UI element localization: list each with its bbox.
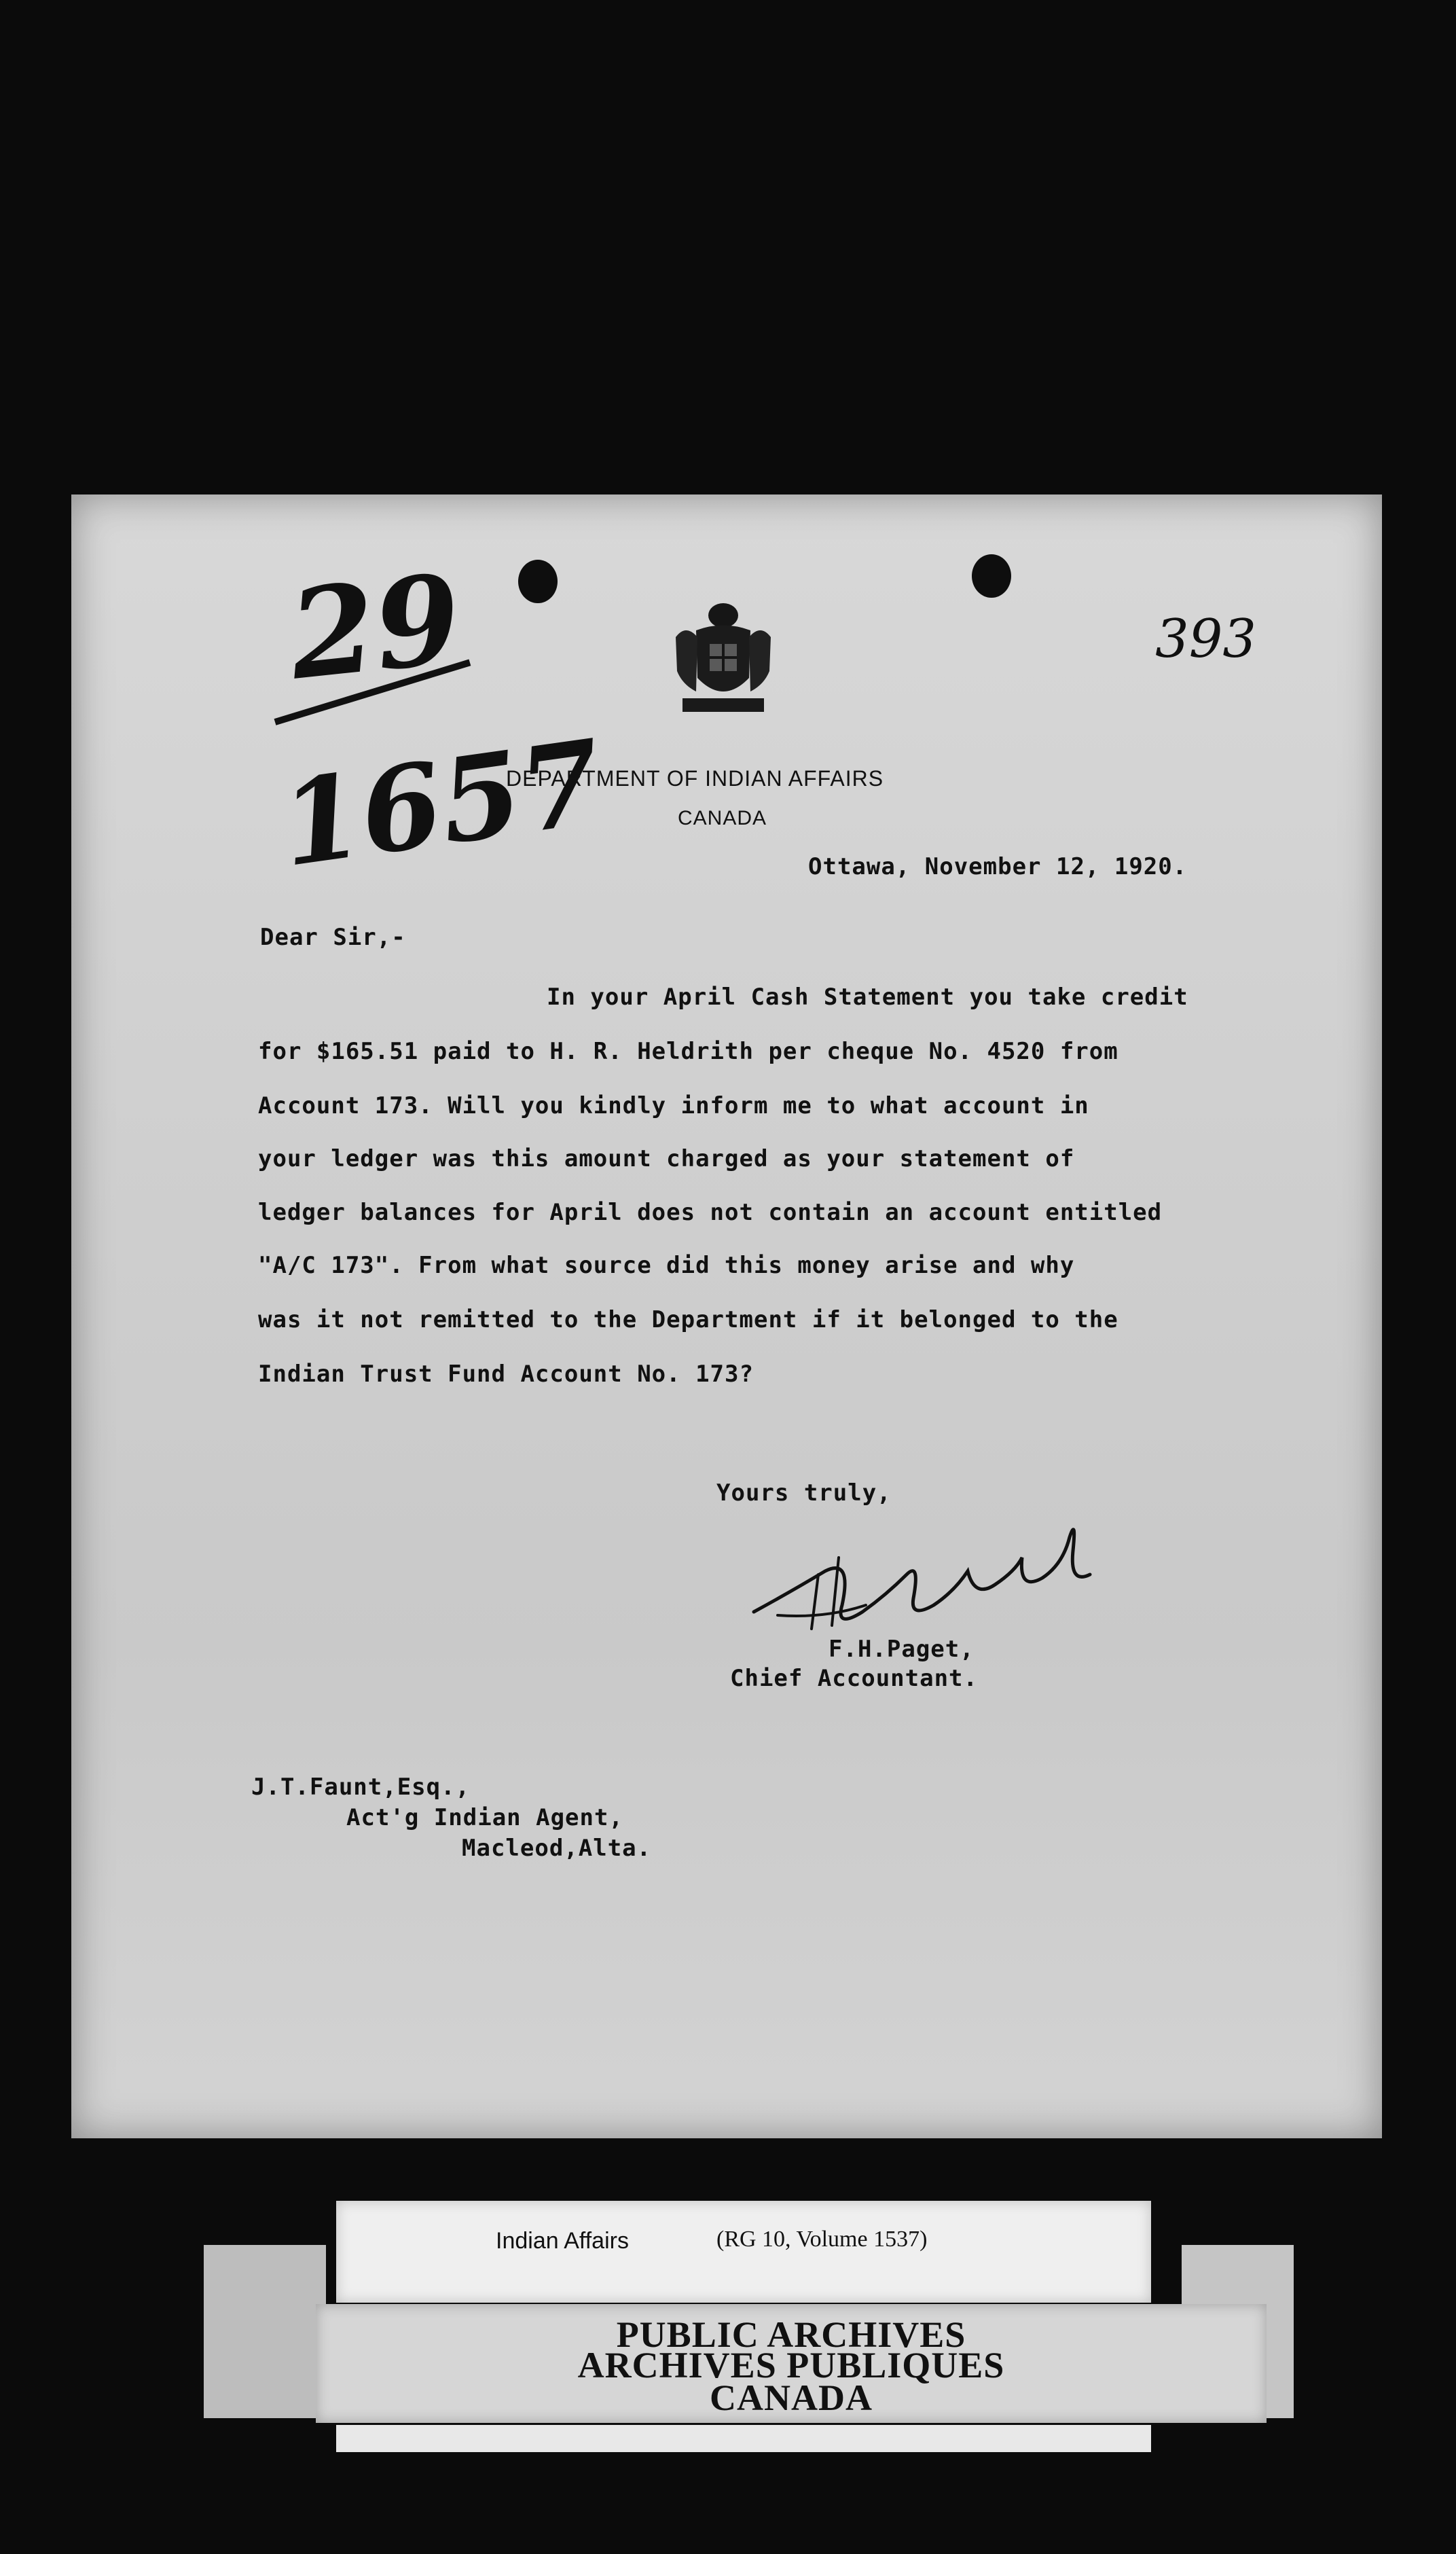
address-line: Macleod,Alta.: [462, 1835, 652, 1862]
archive-volume: (RG 10, Volume 1537): [716, 2227, 928, 2252]
country-heading: CANADA: [678, 807, 767, 829]
archive-stamp-line: CANADA: [710, 2377, 873, 2418]
address-line: Act'g Indian Agent,: [346, 1804, 623, 1831]
royal-coat-of-arms-icon: [669, 596, 778, 719]
archive-series: Indian Affairs: [496, 2228, 629, 2254]
handwritten-file-number-top: 29: [283, 547, 467, 708]
archive-stamp-line: ARCHIVES PUBLIQUES: [577, 2345, 1005, 2386]
body-line: your ledger was this amount charged as your statement of: [258, 1145, 1075, 1172]
handwritten-file-number-bottom: 1657: [272, 714, 610, 893]
salutation: Dear Sir,-: [260, 924, 406, 951]
department-heading: DEPARTMENT OF INDIAN AFFAIRS: [506, 766, 884, 791]
punch-hole-left: [518, 560, 558, 603]
signer-title: Chief Accountant.: [730, 1665, 978, 1692]
handwritten-page-number: 393: [1155, 609, 1256, 670]
closing: Yours truly,: [716, 1479, 892, 1507]
dateline: Ottawa, November 12, 1920.: [808, 853, 1188, 880]
body-line: "A/C 173". From what source did this money arise and why: [258, 1252, 1075, 1279]
body-line: ledger balances for April does not contain an account entitled: [258, 1199, 1163, 1226]
body-line: In your April Cash Statement you take credit: [547, 984, 1188, 1011]
body-line: for $165.51 paid to H. R. Heldrith per cheque No. 4520 from: [258, 1038, 1118, 1065]
address-line: J.T.Faunt,Esq.,: [251, 1774, 471, 1801]
signer-name: F.H.Paget,: [829, 1636, 975, 1663]
archive-label-strip: [336, 2425, 1151, 2452]
body-line: Account 173. Will you kindly inform me to what account in: [258, 1092, 1089, 1119]
archive-label-edge-left: [204, 2245, 326, 2418]
archive-stamp-line: PUBLIC ARCHIVES: [616, 2314, 966, 2355]
punch-hole-right: [972, 554, 1011, 598]
body-line: was it not remitted to the Department if it belonged to the: [258, 1306, 1118, 1333]
body-line: Indian Trust Fund Account No. 173?: [258, 1361, 754, 1388]
letter-page: [71, 494, 1382, 2138]
